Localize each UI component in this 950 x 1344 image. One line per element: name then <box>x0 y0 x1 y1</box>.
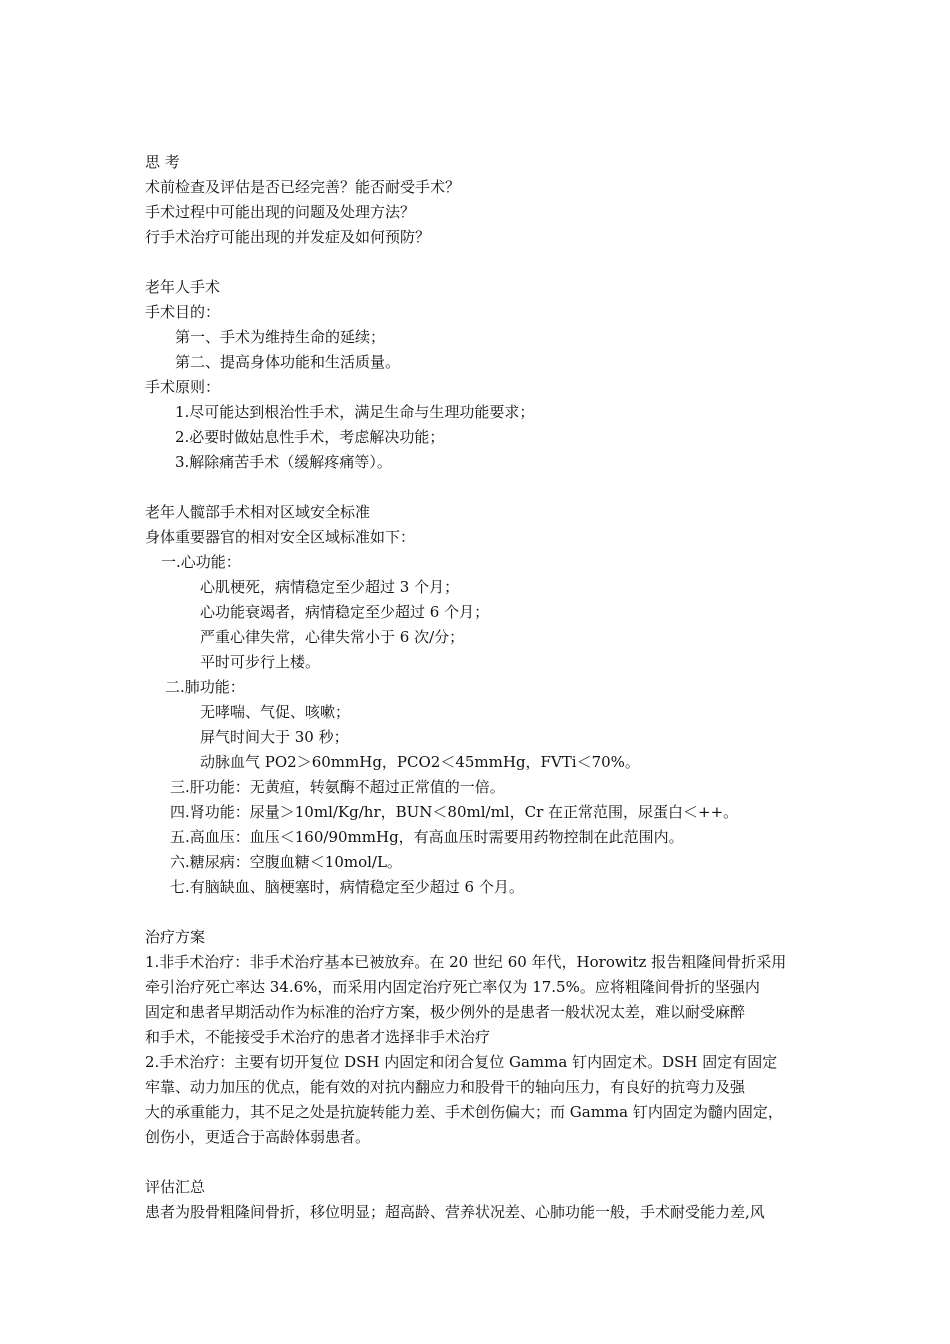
treatment-para2-line-1: 2.手术治疗：主要有切开复位 DSH 内固定和闭合复位 Gamma 钉内固定术。DSH 固定有固定 <box>145 1053 778 1071</box>
spacer <box>145 475 825 500</box>
purpose-item-2: 第二、提高身体功能和生活质量。 <box>175 353 401 371</box>
document-page <box>145 150 825 1225</box>
principle-item-3: 3.解除痛苦手术（缓解疼痛等）。 <box>175 453 392 471</box>
summary-line: 患者为股骨粗隆间骨折，移位明显；超高龄、营养状况差、心肺功能一般，手术耐受能力差,风 <box>145 1203 765 1221</box>
principle-label: 手术原则： <box>145 378 221 396</box>
purpose-item-1: 第一、手术为维持生命的延续； <box>175 328 386 346</box>
principle-item-2: 2.必要时做姑息性手术，考虑解决功能； <box>175 428 445 446</box>
section-summary-title: 评估汇总 <box>145 1178 206 1196</box>
treatment-para1-line-3: 固定和患者早期活动作为标准的治疗方案，极少例外的是患者一般状况太差，难以耐受麻醉 <box>145 1003 746 1021</box>
lung-item-1: 无哮喘、气促、咳嗽； <box>200 703 351 721</box>
purpose-label: 手术目的： <box>145 303 221 321</box>
spacer <box>145 900 825 925</box>
treatment-para2-line-2: 牢靠、动力加压的优点，能有效的对抗内翻应力和股骨干的轴向压力，有良好的抗弯力及强 <box>145 1078 746 1096</box>
lung-label: 二.肺功能： <box>165 678 245 696</box>
bp-criteria: 五.高血压：血压＜160/90mmHg，有高血压时需要用药物控制在此范围内。 <box>170 828 684 846</box>
treatment-para2-line-4: 创伤小，更适合于高龄体弱患者。 <box>145 1128 371 1146</box>
treatment-para1-line-4: 和手术，不能接受手术治疗的患者才选择非手术治疗 <box>145 1028 491 1046</box>
brain-criteria: 七.有脑缺血、脑梗塞时，病情稳定至少超过 6 个月。 <box>170 878 524 896</box>
heart-label: 一.心功能： <box>161 553 241 571</box>
heart-item-4: 平时可步行上楼。 <box>200 653 321 671</box>
think-question-1: 术前检查及评估是否已经完善？能否耐受手术？ <box>145 178 461 196</box>
liver-criteria: 三.肝功能：无黄疸，转氨酶不超过正常值的一倍。 <box>170 778 505 796</box>
heart-item-2: 心功能衰竭者，病情稳定至少超过 6 个月； <box>200 603 490 621</box>
section-elderly-title: 老年人手术 <box>145 278 221 296</box>
kidney-criteria: 四.肾功能：尿量＞10ml/Kg/hr，BUN＜80ml/ml，Cr 在正常范围，尿蛋白＜++。 <box>170 803 739 821</box>
safety-intro: 身体重要器官的相对安全区域标准如下： <box>145 528 416 546</box>
think-question-3: 行手术治疗可能出现的并发症及如何预防？ <box>145 228 431 246</box>
think-question-2: 手术过程中可能出现的问题及处理方法？ <box>145 203 416 221</box>
treatment-para1-line-2: 牵引治疗死亡率达 34.6%，而采用内固定治疗死亡率仅为 17.5%。应将粗隆间骨折的坚强内 <box>145 978 760 996</box>
treatment-para2-line-3: 大的承重能力，其不足之处是抗旋转能力差、手术创伤偏大；而 Gamma 钉内固定为髓内固定， <box>145 1103 783 1121</box>
heart-item-1: 心肌梗死，病情稳定至少超过 3 个月； <box>200 578 460 596</box>
treatment-para1-line-1: 1.非手术治疗：非手术治疗基本已被放弃。在 20 世纪 60 年代，Horowitz 报告粗隆间骨折采用 <box>145 953 787 971</box>
lung-item-3: 动脉血气 PO2＞60mmHg，PCO2＜45mmHg，FVTi＜70%。 <box>200 753 640 771</box>
spacer <box>145 1150 825 1175</box>
diabetes-criteria: 六.糖尿病：空腹血糖＜10mol/L。 <box>170 853 402 871</box>
section-treatment-title: 治疗方案 <box>145 928 206 946</box>
principle-item-1: 1.尽可能达到根治性手术，满足生命与生理功能要求； <box>175 403 535 421</box>
lung-item-2: 屏气时间大于 30 秒； <box>200 728 349 746</box>
section-safety-title: 老年人髋部手术相对区域安全标准 <box>145 503 371 521</box>
heart-item-3: 严重心律失常，心律失常小于 6 次/分； <box>200 628 465 646</box>
spacer <box>145 250 825 275</box>
section-think-title: 思 考 <box>145 153 180 171</box>
